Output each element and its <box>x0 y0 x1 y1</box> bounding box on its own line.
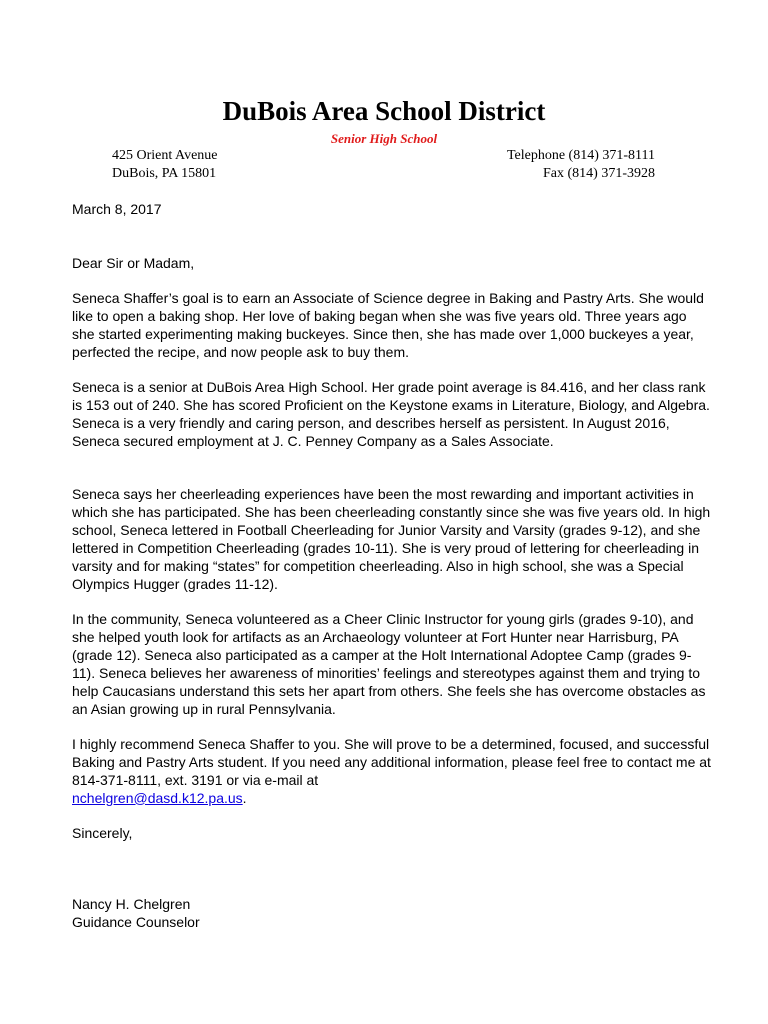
school-name-heading: DuBois Area School District <box>222 96 546 126</box>
email-suffix: . <box>242 789 247 806</box>
address-line-1: 425 Orient Avenue <box>112 148 218 163</box>
closing-paragraph <box>72 736 712 808</box>
school-subtitle: Senior High School <box>330 131 438 146</box>
body-paragraph-1: Seneca Shaffer’s goal is to earn an Associate of Science degree in Baking and Pastry Arts. She would like to open a baking shop. Her love of baking began when she was five years old. Three years ago she started experimenting making buckeyes. Since then, she has made over 1,000 buckeyes a year, perfected the recipe, and now people ask to buy them. <box>72 290 704 360</box>
letter-date: March 8, 2017 <box>72 201 162 217</box>
signoff: Sincerely, <box>72 825 133 841</box>
fax-number: Fax (814) 371-3928 <box>543 166 655 181</box>
email-link[interactable]: nchelgren@dasd.k12.pa.us <box>72 789 243 806</box>
body-paragraph-3: Seneca says her cheerleading experiences have been the most rewarding and important activities in which she has participated. She has been cheerleading constantly since she was five years old. In high school, Seneca lettered in Football Cheerleading for Junior Varsity and Varsity (grades 9-12), and she lettered in Competition Cheerleading (grades 10-11). She is very proud of lettering for cheerleading in varsity and for making “states” for competition cheerleading. Also in high school, she was a Special Olympics Hugger (grades 11-12). <box>72 486 711 592</box>
telephone-number: Telephone (814) 371-8111 <box>506 148 655 163</box>
salutation: Dear Sir or Madam, <box>72 255 195 271</box>
closing-text: I highly recommend Seneca Shaffer to you. She will prove to be a determined, focused, and successful Baking and Pastry Arts student. If you need any additional information, please feel free to contact me at 814-371-8111, ext. 3191 or via e-mail at <box>72 736 711 788</box>
address-line-2: DuBois, PA 15801 <box>112 166 217 181</box>
body-paragraph-4: In the community, Seneca volunteered as a Cheer Clinic Instructor for young girls (grades 9-10), and she helped youth look for artifacts as an Archaeology volunteer at Fort Hunter near Harrisburg, PA (grade 12). Seneca also participated as a camper at the Holt International Adoptee Camp (grades 9-11). Seneca believes her awareness of minorities’ feelings and stereotypes against them and trying to help Caucasians understand this sets her apart from others. She feels she has overcome obstacles as an Asian growing up in rural Pennsylvania. <box>72 611 706 717</box>
signer-title: Guidance Counselor <box>72 914 200 930</box>
body-paragraph-2: Seneca is a senior at DuBois Area High School. Her grade point average is 84.416, and her class rank is 153 out of 240. She has scored Proficient on the Keystone exams in Literature, Biology, and Algebra. Seneca is a very friendly and caring person, and describes herself as persistent. In August 2016, Seneca secured employment at J. C. Penney Company as a Sales Associate. <box>72 379 710 449</box>
signer-name: Nancy H. Chelgren <box>72 896 191 912</box>
